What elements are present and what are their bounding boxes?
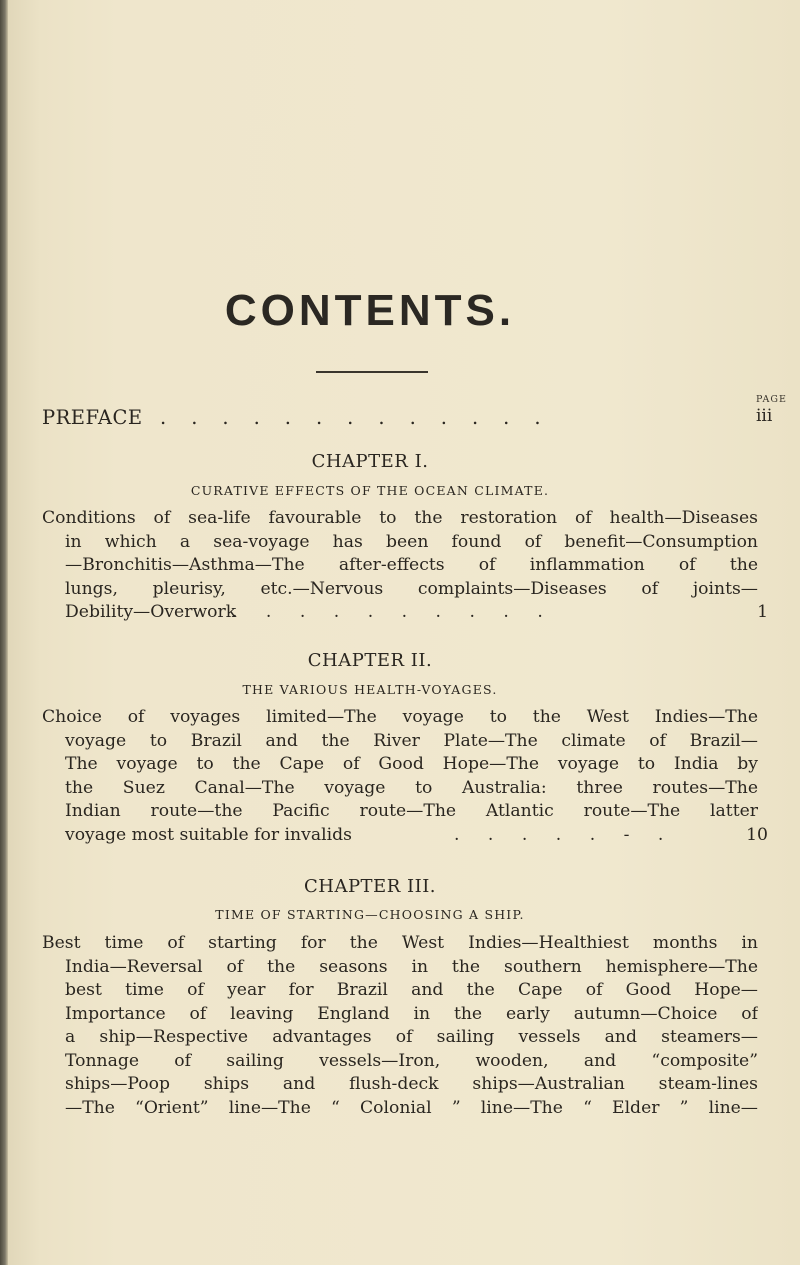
preface-leader-dots: . . . . . . . . . . . . .	[160, 406, 550, 429]
synopsis-line: —Bronchitis—Asthma—The after-effects of inflammation of the	[65, 555, 758, 575]
chapter-2-subtitle: THE VARIOUS HEALTH-VOYAGES.	[242, 682, 498, 697]
synopsis-line: India—Reversal of the seasons in the southern hemisphere—The	[65, 956, 758, 977]
synopsis-last-line	[42, 824, 768, 848]
page-column-label: PAGE	[756, 394, 787, 405]
chapter-1-leader-dots: . . . . . . . . . .	[232, 602, 555, 622]
synopsis-line: —The “Orient” line—The “ Colonial ” line—The “ Elder ” line—	[65, 1097, 758, 1118]
page-title: CONTENTS.	[224, 286, 516, 335]
synopsis-last-line	[42, 601, 768, 625]
preface-label: PREFACE	[42, 406, 143, 429]
synopsis-line: the Suez Canal—The voyage to Australia: three routes—The	[65, 777, 758, 798]
synopsis-line: Conditions of sea-life favourable to the restoration of health—Diseases	[42, 508, 758, 528]
synopsis-line: Debility—Overwork	[65, 602, 237, 622]
synopsis-line: Tonnage of sailing vessels—Iron, wooden, and “composite”	[65, 1050, 758, 1071]
chapter-1-subtitle: CURATIVE EFFECTS OF THE OCEAN CLIMATE.	[190, 483, 550, 498]
synopsis-line: a ship—Respective advantages of sailing vessels and steamers—	[65, 1027, 758, 1047]
synopsis-line: voyage most suitable for invalids	[65, 824, 352, 845]
chapter-1-heading: CHAPTER I.	[311, 451, 429, 472]
chapter-2-page-number: 10	[746, 824, 768, 845]
synopsis-line: Importance of leaving England in the early autumn—Choice of	[65, 1003, 758, 1024]
title-rule	[316, 371, 428, 373]
synopsis-line: Best time of starting for the West Indies—Healthiest months in	[42, 933, 758, 953]
synopsis-line: in which a sea-voyage has been found of benefit—Consumption	[65, 531, 758, 552]
chapter-1-synopsis	[42, 507, 768, 625]
page-binding-edge	[0, 0, 8, 1265]
chapter-2-synopsis	[42, 706, 768, 847]
chapter-2-leader-dots: . . . . . - .	[454, 824, 675, 845]
chapter-3-synopsis	[42, 932, 758, 1120]
chapter-1-page-number: 1	[757, 602, 768, 622]
synopsis-line: ships—Poop ships and flush-deck ships—Australian steam-lines	[65, 1074, 758, 1094]
preface-page-number: iii	[756, 406, 773, 426]
synopsis-line: Choice of voyages limited—The voyage to the West Indies—The	[42, 707, 758, 727]
synopsis-line: voyage to Brazil and the River Plate—The climate of Brazil—	[65, 730, 758, 751]
chapter-2-heading: CHAPTER II.	[307, 650, 433, 671]
preface-entry	[42, 406, 782, 429]
synopsis-line: The voyage to the Cape of Good Hope—The voyage to India by	[65, 754, 758, 774]
synopsis-line: lungs, pleurisy, etc.—Nervous complaints—Diseases of joints—	[65, 578, 758, 599]
chapter-3-heading: CHAPTER III.	[303, 876, 437, 897]
chapter-3-subtitle: TIME OF STARTING—CHOOSING A SHIP.	[215, 907, 525, 922]
synopsis-line: best time of year for Brazil and the Cape of Good Hope—	[65, 980, 758, 1000]
synopsis-line: Indian route—the Pacific route—The Atlantic route—The latter	[65, 801, 758, 821]
